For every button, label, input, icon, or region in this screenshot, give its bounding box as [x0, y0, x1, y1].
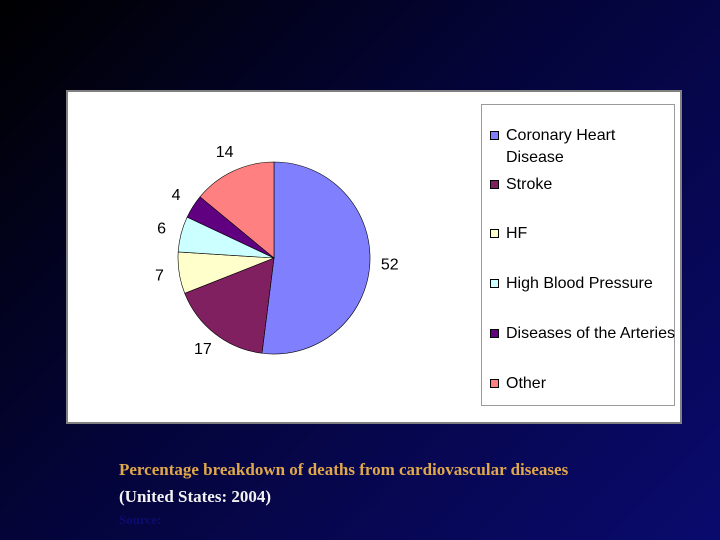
caption-subtitle: (United States: 2004) — [119, 487, 272, 506]
data-label-high-blood-pressure: 6 — [157, 220, 167, 238]
legend-swatch — [490, 180, 499, 189]
pie-slice-coronary-heart-disease — [262, 162, 370, 354]
caption-title: Percentage breakdown of deaths from cardiovascular diseases — [119, 460, 569, 479]
legend-label: Diseases of the Arteries — [506, 325, 675, 342]
chart-frame — [66, 90, 682, 424]
data-label-other: 14 — [215, 144, 234, 162]
legend-label: HF — [506, 225, 528, 242]
legend-label: Other — [506, 375, 547, 392]
legend-label: Coronary Heart Disease — [506, 127, 616, 166]
legend-label: High Blood Pressure — [506, 275, 653, 292]
legend-swatch — [490, 229, 499, 238]
pie-chart — [68, 92, 480, 422]
legend-swatch — [490, 279, 499, 288]
chart-legend — [481, 104, 675, 406]
caption-source: Source: — [119, 512, 162, 527]
slide-caption — [119, 456, 709, 530]
data-label-diseases-of-the-arteries: 4 — [171, 187, 181, 205]
legend-swatch — [490, 131, 499, 140]
data-label-stroke: 17 — [194, 340, 212, 358]
legend-swatch — [490, 329, 499, 338]
data-label-hf: 7 — [154, 267, 164, 285]
legend-label: Stroke — [506, 176, 553, 193]
legend-swatch — [490, 379, 499, 388]
data-label-coronary-heart-disease: 52 — [380, 256, 399, 274]
